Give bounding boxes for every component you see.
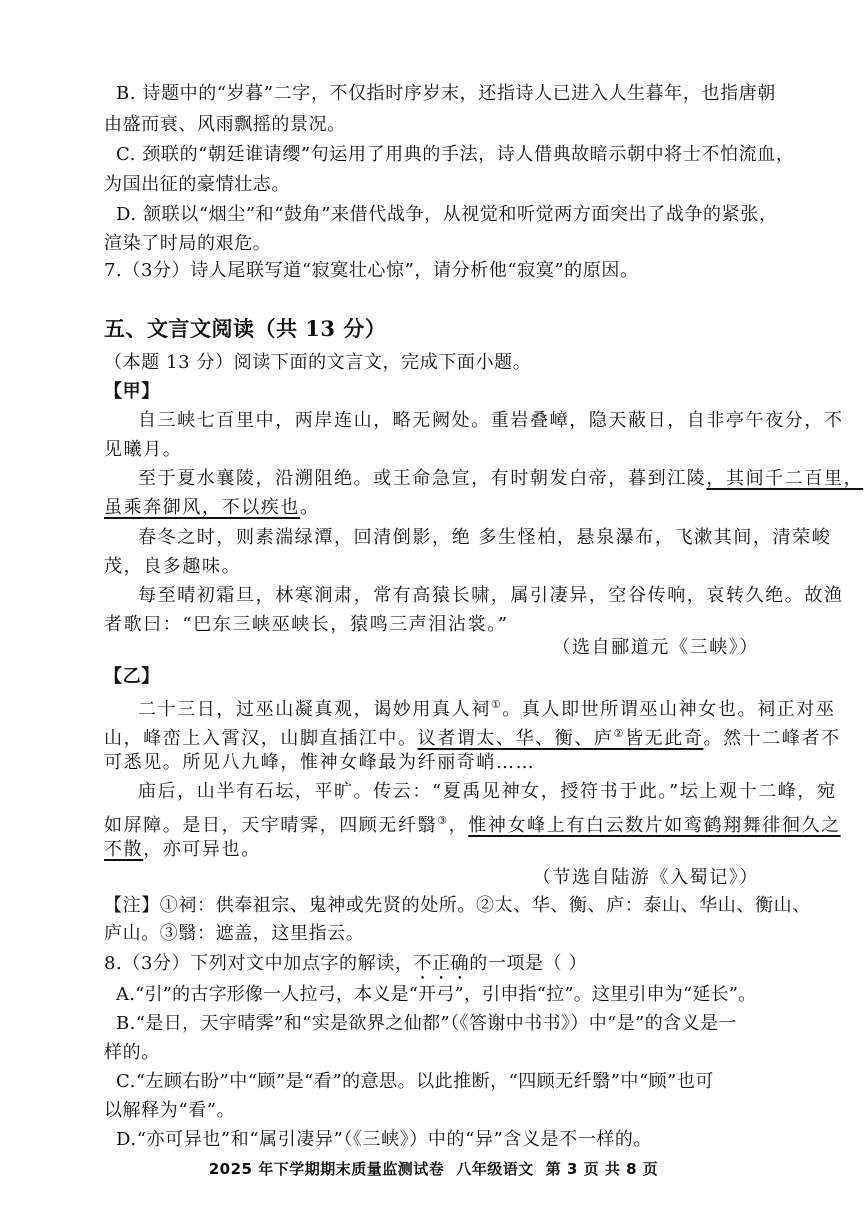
passage-jia-label: 【甲】: [104, 381, 160, 402]
yi-underlined-sentence-1-part-a: 议者谓太、华、衡、庐: [417, 728, 614, 749]
jia-p1-line1: 自三峡七百里中，两岸连山，略无阙处。重岩叠嶂，隐天蔽日，自非亭午夜分，不: [138, 410, 844, 431]
yi-p2-line1: 庙后，山半有石坛，平旷。传云：“夏禹见神女，授符书于此。”坛上观十二峰，宛: [138, 781, 837, 802]
jia-p4-line1: 每至晴初霜旦，林寒涧肃，常有高猿长啸，属引凄异，空谷传响，哀转久绝。故渔: [138, 585, 844, 606]
jia-p4-line2: 者歌曰：“巴东三峡巫峡长，猿鸣三声泪沾裳。”: [104, 614, 509, 635]
yi-underlined-sentence-2-b: 不散: [104, 839, 144, 860]
yi-p2-line2-text-b: ，: [448, 815, 469, 836]
yi-p1-line1-text-a: 二十三日，过巫山凝真观，谒妙用真人祠: [138, 699, 491, 720]
question-7: 7.（3分）诗人尾联写道“寂寞壮心惊”，请分析他“寂寞”的原因。: [104, 260, 639, 281]
yi-p1-line2-text-a: 山，峰峦上入霄汉，山脚直插江中。: [104, 728, 418, 749]
yi-p1-line1-text-b: 。真人即世所谓巫山神女也。祠正对巫: [502, 699, 836, 720]
page-footer: [0, 1158, 867, 1179]
jia-p2-line2-end: 。: [300, 497, 320, 518]
q8-option-c-line2: 以解释为“看”。: [104, 1100, 236, 1121]
q8-option-a: A.“引”的古字形像一人拉弓，本义是“开弓”，引申指“拉”。这里引申为“延长”。: [116, 984, 757, 1005]
q8-option-c-line1: C.“左顾右盼”中“顾”是“看”的意思。以此推断，“四顾无纤翳”中“顾”也可: [116, 1071, 714, 1092]
q6-option-c-line2: 为国出征的豪情壮志。: [104, 174, 290, 195]
q8-emphasized-words: 不正确: [413, 953, 470, 974]
section-heading: 五、文言文阅读（共 13 分）: [104, 316, 387, 341]
yi-underlined-sentence-1: [418, 728, 704, 749]
q6-option-c-line1: C. 颈联的“朝廷谁请缨”句运用了用典的手法，诗人借典故暗示朝中将士不怕流血，: [116, 144, 795, 165]
yi-p2-line3: [104, 838, 261, 862]
jia-p2-underlined-sentence-b: 虽乘奔御风，不以疾也: [104, 497, 300, 518]
yi-p2-line3-text: ，亦可异也。: [143, 839, 261, 860]
jia-p1-line2: 见曦月。: [104, 439, 183, 460]
yi-p2-line2-text-a: 如屏障。是日，天宇晴霁，四顾无纤翳: [104, 815, 438, 836]
jia-p3-line2: 茂，良多趣味。: [104, 556, 242, 577]
footnote-marker-2: ②: [613, 727, 626, 740]
footer-page-number: 第 3 页 共 8 页: [545, 1160, 659, 1178]
section-intro: （本题 13 分）阅读下面的文言文，完成下面小题。: [104, 352, 532, 373]
passage-yi-label: 【乙】: [104, 666, 160, 687]
q8-stem-text-b: 的一项是（ ）: [469, 953, 588, 974]
yi-p1-line3: 可悉见。所见八九峰，惟神女峰最为纤丽奇峭……: [104, 752, 536, 773]
footnote-marker-1: ①: [490, 698, 503, 711]
jia-p2-underlined-sentence-a: ，其间千二百里，: [706, 468, 864, 489]
notes-line1: 【注】①祠：供奉祖宗、鬼神或先贤的处所。②太、华、衡、庐：泰山、华山、衡山、: [104, 895, 811, 916]
question-8-stem: [104, 952, 587, 984]
yi-p1-line1: [138, 693, 835, 722]
yi-underlined-sentence-1-part-b: 皆无此奇: [625, 728, 704, 749]
yi-p1-line2: [104, 722, 841, 751]
q6-option-b-line2: 由盛而衰、风雨飘摇的景况。: [104, 114, 346, 135]
yi-underlined-sentence-2-a: 惟神女峰上有白云数片如鸾鹤翔舞徘徊久之: [468, 815, 841, 836]
jia-p2-line2: [104, 496, 320, 520]
q8-stem-text-a: 8.（3分）下列对文中加点字的解读，: [104, 953, 414, 974]
jia-p2-line1: [138, 467, 863, 491]
q8-option-d: D.“亦可异也”和“属引凄异”（《三峡》）中的“异”含义是不一样的。: [116, 1129, 653, 1150]
q6-option-b-line1: B. 诗题中的“岁暮”二字，不仅指时序岁末，还指诗人已进入人生暮年，也指唐朝: [116, 83, 776, 104]
q6-option-d-line1: D. 颔联以“烟尘”和“鼓角”来借代战争，从视觉和听觉两方面突出了战争的紧张，: [116, 204, 778, 225]
q8-option-b-line1: B.“是日，天宇晴霁”和“实是欲界之仙都”（《答谢中书书》）中“是”的含义是一: [116, 1013, 737, 1034]
footnote-marker-3: ③: [437, 814, 449, 827]
jia-source: （选自郦道元《三峡》）: [552, 637, 759, 658]
yi-p1-line2-text-b: 。然十二峰者不: [703, 728, 841, 749]
q8-option-b-line2: 样的。: [104, 1042, 160, 1063]
yi-p2-line2: [104, 809, 841, 838]
notes-line2: 庐山。③翳：遮盖，这里指云。: [104, 923, 365, 944]
q6-option-d-line2: 渲染了时局的艰危。: [104, 233, 272, 254]
footer-exam-title: 2025 年下学期期末质量监测试卷: [208, 1160, 445, 1178]
jia-p2-line1-text: 至于夏水襄陵，沿溯阻绝。或王命急宣，有时朝发白帝，暮到江陵: [138, 468, 707, 489]
footer-subject: 八年级语文: [456, 1160, 534, 1178]
jia-p3-line1: 春冬之时，则素湍绿潭，回清倒影，绝 多生怪柏，悬泉瀑布，飞漱其间，清荣峻: [138, 527, 832, 548]
yi-source: （节选自陆游《入蜀记》）: [532, 867, 759, 888]
